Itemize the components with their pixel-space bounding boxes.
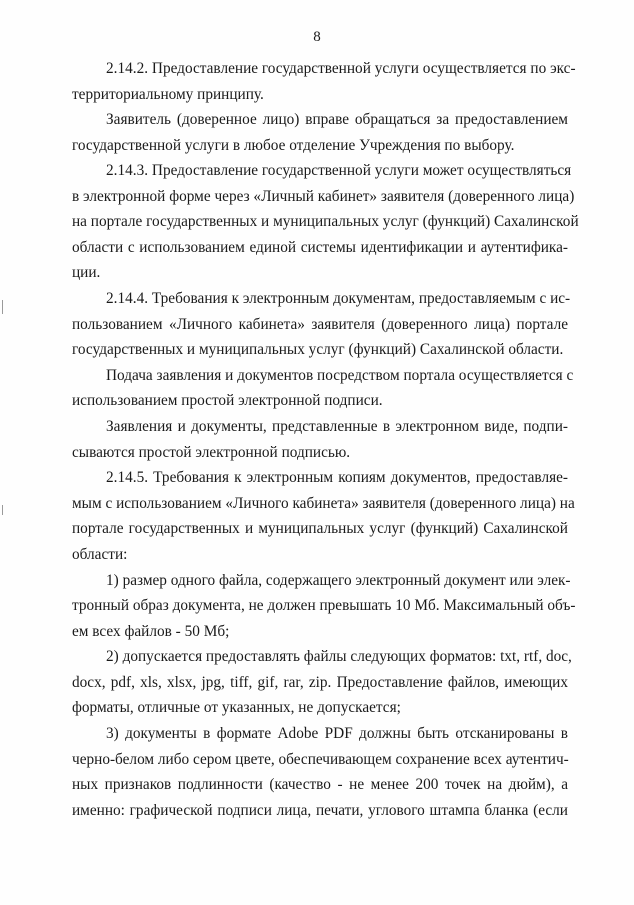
text-line: области:	[72, 546, 128, 563]
text-line: 2) допускается предоставлять файлы следующих форматов: txt, rtf, doc,	[106, 648, 572, 665]
text-line: форматы, отличные от указанных, не допускается;	[72, 699, 401, 716]
scan-margin-mark	[2, 300, 3, 314]
text-line: черно-белом либо сером цвете, обеспечивающем сохранение всех аутентич-	[72, 751, 569, 768]
text-line: области с использованием единой системы идентификации и аутентифика-	[72, 239, 568, 256]
text-line: именно: графической подписи лица, печати, углового штампа бланка (если	[72, 802, 568, 819]
text-line: docx, pdf, xls, xlsx, jpg, tiff, gif, rar, zip. Предоставление файлов, имеющих	[72, 674, 568, 691]
page-number: 8	[313, 29, 321, 45]
text-line: тронный образ документа, не должен превышать 10 Мб. Максимальный объ-	[72, 597, 576, 614]
text-line: 2.14.3. Предоставление государственной услуги может осуществляться	[106, 162, 572, 179]
text-line: сываются простой электронной подписью.	[72, 444, 351, 461]
text-line: использованием простой электронной подписи.	[72, 392, 383, 409]
text-line: Подача заявления и документов посредством портала осуществляется с	[106, 367, 574, 384]
text-line: государственной услуги в любое отделение Учреждения по выбору.	[72, 137, 515, 154]
text-line: Заявитель (доверенное лицо) вправе обращаться за предоставлением	[106, 111, 568, 128]
text-line: 2.14.5. Требования к электронным копиям документов, предоставляе-	[106, 469, 568, 486]
text-line: пользованием «Личного кабинета» заявителя (доверенного лица) портале	[72, 316, 568, 333]
text-line: портале государственных и муниципальных услуг (функций) Сахалинской	[72, 520, 568, 537]
text-line: государственных и муниципальных услуг (функций) Сахалинской области.	[72, 341, 564, 358]
text-line: 2.14.4. Требования к электронным документам, предоставляемым с ис-	[106, 290, 571, 307]
text-line: в электронной форме через «Личный кабинет» заявителя (доверенного лица)	[72, 188, 575, 205]
scan-margin-mark	[2, 505, 3, 515]
text-line: Заявления и документы, представленные в электронном виде, подпи-	[106, 418, 568, 435]
text-line: мым с использованием «Личного кабинета» заявителя (доверенного лица) на	[72, 495, 575, 512]
text-line: 1) размер одного файла, содержащего электронный документ или элек-	[106, 572, 571, 589]
text-line: 2.14.2. Предоставление государственной услуги осуществляется по экс-	[106, 60, 576, 77]
text-line: ных признаков подлинности (качество - не менее 200 точек на дюйм), а	[72, 776, 568, 793]
text-line: на портале государственных и муниципальных услуг (функций) Сахалинской	[72, 213, 579, 230]
text-line: ем всех файлов - 50 Мб;	[72, 623, 230, 640]
text-line: ции.	[72, 264, 101, 281]
text-line: территориальному принципу.	[72, 86, 264, 103]
text-line: 3) документы в формате Adobe PDF должны быть отсканированы в	[106, 725, 568, 742]
